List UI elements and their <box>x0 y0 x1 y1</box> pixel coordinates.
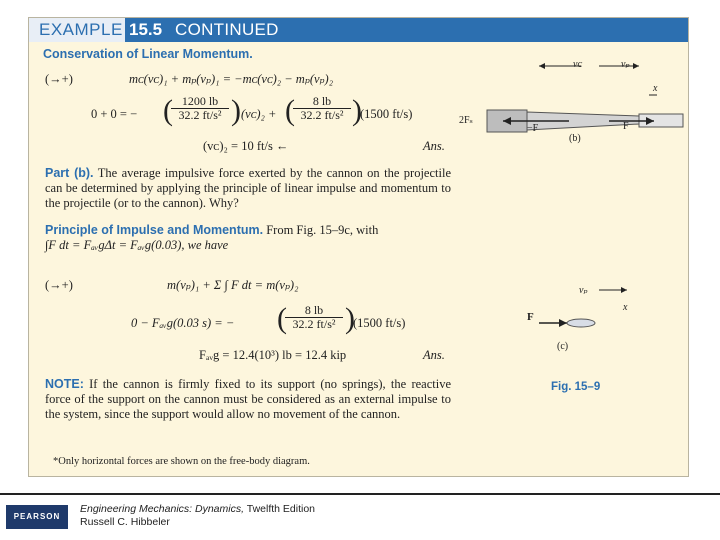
vp-arrowhead <box>633 63 639 69</box>
paren-close: ) <box>345 302 355 335</box>
impulse-equation-1: m(vₚ)₁ + Σ ∫ F dt = m(vₚ)₂ <box>167 278 299 292</box>
vp-label-c: vₚ <box>579 285 588 296</box>
momentum-equation-1: mᴄ(vᴄ)₁ + mₚ(vₚ)₁ = −mᴄ(vᴄ)₂ − mₚ(vₚ)₂ <box>129 72 334 86</box>
vp-label: vₚ <box>621 59 630 70</box>
book-citation: Engineering Mechanics: Dynamics, Twelfth Edition Russell C. Hibbeler <box>80 503 316 528</box>
force-arrowhead-c <box>559 319 567 327</box>
section1-title: Conservation of Linear Momentum. <box>43 47 253 61</box>
paren-open: ( <box>285 94 295 127</box>
impulse-equation-2-tail: (1500 ft/s) <box>353 316 406 330</box>
textbook-page <box>28 17 689 477</box>
projectile-fbd-figure-c <box>519 278 669 338</box>
equation-2-lhs: 0 + 0 = − <box>91 107 138 121</box>
figure-b-label: (b) <box>569 133 581 144</box>
fraction-8lb: $\frac{8 lb}{\text{32.2 ft/s²}}$ <box>293 95 351 122</box>
example-number: 15.5 <box>129 20 163 39</box>
f-label-b: F <box>623 121 629 132</box>
example-label: EXAMPLE <box>29 18 125 42</box>
equation-2-mid: (vᴄ)₂ + <box>241 107 277 121</box>
f-label-c: F <box>527 311 534 323</box>
projectile-c <box>567 319 595 327</box>
velocity-result: (vᴄ)₂ = 10 ft/s ← <box>203 139 289 153</box>
neg-f-label: −F <box>527 123 539 134</box>
vc-label: vᴄ <box>573 59 582 70</box>
paren-open: ( <box>277 302 287 335</box>
paren-close: ) <box>352 94 362 127</box>
two-fs-label: 2Fₛ <box>459 115 473 126</box>
note-paragraph: NOTE: If the cannon is firmly fixed to its support (no springs), the reactive force of the support on the cannon must be considered as an external impulse to the system, since the support would allow no movement of the cannon. <box>45 377 451 421</box>
direction-label-2: (→+) <box>45 278 73 292</box>
fraction-8lb-2: $\frac{8 lb}{\text{32.2 ft/s²}}$ <box>285 304 343 331</box>
fraction-1200lb: $\frac{1200 lb}{\text{32.2 ft/s²}}$ <box>171 95 229 122</box>
publisher-logo: PEARSON <box>6 505 68 529</box>
part-b-paragraph: Part (b). The average impulsive force exerted by the cannon on the projectile can be determined by applying the principle of linear impulse and momentum to the projectile (or to the cannon). Why? <box>45 166 451 210</box>
x-axis-label-c: x <box>623 302 628 313</box>
figure-caption: Fig. 15–9 <box>551 381 601 393</box>
answer-label-1: Ans. <box>423 139 445 153</box>
answer-label-2: Ans. <box>423 348 445 362</box>
principle-paragraph: Principle of Impulse and Momentum. From Fig. 15–9c, with ∫F dt = FₐᵥgΔt = Fₐᵥg(0.03), we have <box>45 223 379 252</box>
direction-label-1: (→+) <box>45 72 73 86</box>
impulse-equation-2-lhs: 0 − Fₐᵥg(0.03 s) = − <box>131 316 235 330</box>
equation-2-tail: (1500 ft/s) <box>360 107 413 121</box>
footer-divider <box>0 493 720 495</box>
vp-arrowhead-c <box>621 287 627 293</box>
continued-label: CONTINUED <box>175 20 279 39</box>
paren-close: ) <box>231 94 241 127</box>
footnote: *Only horizontal forces are shown on the free-body diagram. <box>53 456 310 467</box>
force-result: Fₐᵥg = 12.4(10³) lb = 12.4 kip <box>199 348 347 362</box>
figure-c-label: (c) <box>557 341 569 352</box>
paren-open: ( <box>163 94 173 127</box>
example-header <box>29 18 688 42</box>
vc-arrowhead <box>539 63 545 69</box>
x-axis-label: x <box>653 83 658 94</box>
